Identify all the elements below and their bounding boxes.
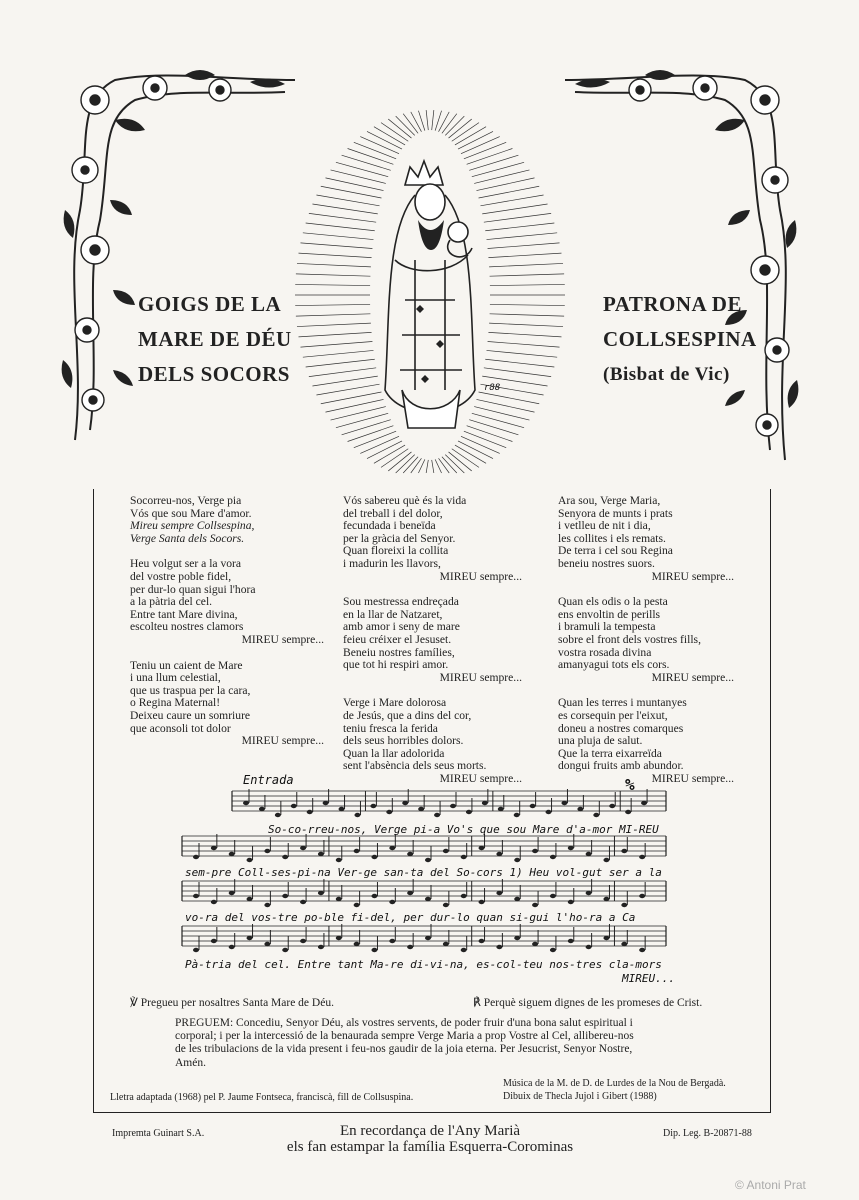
music-tempo-label: Entrada bbox=[243, 773, 294, 787]
radiance-ray bbox=[348, 148, 394, 164]
stanza-line: dongui fruits amb abundor. bbox=[558, 759, 684, 773]
radiance-ray bbox=[354, 142, 396, 159]
radiance-ray bbox=[299, 332, 372, 337]
radiance-ray bbox=[490, 304, 565, 305]
response bbox=[473, 995, 702, 1009]
stanza-line: Vós sabereu què és la vida bbox=[343, 494, 467, 507]
stanza-line: o Regina Maternal! bbox=[130, 696, 221, 710]
stanza-line: i bramuli la tempesta bbox=[558, 620, 656, 634]
copyright-watermark: © Antoni Prat bbox=[735, 1178, 806, 1192]
stanza-line: sent l'absència dels seus morts. bbox=[343, 759, 487, 773]
radiance-ray bbox=[303, 350, 374, 357]
drawing-credit: Dibuix de Thecla Jujol i Gibert (1988) bbox=[503, 1091, 657, 1102]
radiance-ray bbox=[297, 263, 371, 266]
radiance-ray bbox=[480, 195, 543, 206]
radiance-ray bbox=[472, 413, 524, 427]
dedication bbox=[230, 1123, 630, 1155]
stanza-line: amb amor i seny de mare bbox=[343, 620, 460, 634]
stanza-line: que us traspua per la cara, bbox=[130, 683, 251, 697]
stanza-line: les collites i els remats. bbox=[558, 531, 666, 545]
stanza-line: teniu fresca la ferida bbox=[343, 721, 438, 735]
radiance-ray bbox=[474, 407, 529, 421]
stanza-line: Beneiu nostres famílies, bbox=[343, 645, 455, 659]
stanza-line: Senyora de munts i prats bbox=[558, 506, 673, 520]
radiance-ray bbox=[342, 155, 391, 170]
radiance-ray bbox=[442, 114, 457, 134]
title-right-line: COLLSESPINA bbox=[603, 327, 757, 351]
stanza-line: Verge i Mare dolorosa bbox=[343, 696, 447, 710]
stanza-line: Quan les terres i muntanyes bbox=[558, 696, 687, 710]
stanza bbox=[343, 596, 528, 684]
printer-credit: Impremta Guinart S.A. bbox=[112, 1128, 205, 1139]
radiance-ray bbox=[316, 384, 379, 395]
stanza-line: i vetlleu de nit i dia, bbox=[558, 519, 651, 533]
refrain-reference: MIREU sempre... bbox=[439, 569, 522, 583]
stanza-line: sobre el front dels vostres fills, bbox=[558, 632, 701, 646]
radiance-ray bbox=[464, 431, 506, 448]
radiance-ray bbox=[490, 274, 565, 276]
music-staff bbox=[182, 879, 666, 907]
versicle-mark: ℣ bbox=[130, 997, 138, 1009]
radiance-ray bbox=[354, 431, 396, 448]
radiance-ray bbox=[488, 243, 560, 249]
music-staff bbox=[182, 834, 666, 862]
stanza-line: en la llar de Natzaret, bbox=[343, 607, 443, 621]
radiance-ray bbox=[360, 436, 399, 453]
response-text: Perquè siguem dignes de les promeses de Crist. bbox=[483, 997, 703, 1009]
stanza-line: Teniu un caient de Mare bbox=[130, 658, 243, 672]
prayer bbox=[175, 1017, 735, 1070]
response-mark: ℟ bbox=[473, 997, 481, 1009]
verses-column-1 bbox=[130, 495, 330, 761]
radiance-ray bbox=[489, 323, 563, 326]
stanza-line: Entre tant Mare divina, bbox=[130, 607, 238, 621]
stanza-line: fecundada i beneïda bbox=[343, 519, 436, 533]
refrain-reference: MIREU sempre... bbox=[241, 734, 324, 748]
radiance-ray bbox=[312, 376, 377, 386]
stanza-line: del vostre poble fidel, bbox=[130, 569, 232, 583]
radiance-ray bbox=[309, 213, 376, 222]
radiance-ray bbox=[464, 142, 506, 159]
versicle-text: Pregueu per nosaltres Santa Mare de Déu. bbox=[140, 997, 334, 1009]
music-staff bbox=[232, 789, 666, 817]
prayer-line: Concediu, Senyor Déu, als vostres servents, de poder fruir d'una bona salut espiritual i bbox=[236, 1017, 633, 1029]
radiance-ray bbox=[488, 332, 561, 337]
title-right bbox=[603, 287, 757, 392]
stanza bbox=[343, 495, 528, 583]
refrain-line: Verge Santa dels Socors. bbox=[130, 531, 245, 545]
stanza-line: beneiu nostres suors. bbox=[558, 556, 655, 570]
stanza-line: Quan els odis o la pesta bbox=[558, 595, 668, 609]
stanza bbox=[558, 495, 740, 583]
refrain-reference: MIREU sempre... bbox=[651, 771, 734, 785]
radiance-ray bbox=[442, 457, 457, 473]
title-right-line: (Bisbat de Vic) bbox=[603, 364, 730, 385]
prayer-label: PREGUEM: bbox=[175, 1017, 234, 1029]
radiance-ray bbox=[482, 204, 547, 214]
radiance-ray bbox=[331, 407, 386, 421]
radiance-ray bbox=[303, 233, 374, 240]
radiance-ray bbox=[360, 137, 399, 154]
radiance-ray bbox=[403, 114, 418, 134]
music-end-label: MIREU... bbox=[622, 972, 675, 985]
stanza-line: i una llum celestial, bbox=[130, 671, 221, 685]
stanza-line: per dur-lo quan sigui l'hora bbox=[130, 582, 256, 596]
radiance-ray bbox=[469, 155, 518, 170]
dedication-line: els fan estampar la família Esquerra-Corominas bbox=[286, 1139, 574, 1155]
radiance-ray bbox=[487, 350, 558, 357]
legal-deposit: Dip. Leg. B-20871-88 bbox=[663, 1128, 752, 1139]
stanza-line: Quan floreixi la collita bbox=[343, 544, 449, 558]
stanza-line: es corsequin per l'eixut, bbox=[558, 708, 668, 722]
stanza-line: Deixeu caure un somriure bbox=[130, 708, 251, 722]
refrain-line: Mireu sempre Collsespina, bbox=[130, 519, 255, 533]
stanza bbox=[343, 697, 528, 785]
radiance-ray bbox=[336, 162, 388, 176]
radiance-ray bbox=[306, 359, 375, 367]
radiance-ray bbox=[295, 284, 370, 285]
stanza-line: Ara sou, Verge Maria, bbox=[558, 494, 661, 507]
verses-column-2 bbox=[343, 495, 528, 798]
refrain-reference: MIREU sempre... bbox=[651, 569, 734, 583]
radiance-ray bbox=[336, 413, 388, 427]
radiance-ray bbox=[488, 341, 560, 347]
radiance-ray bbox=[490, 284, 565, 285]
stanza bbox=[130, 558, 330, 646]
radiance-ray bbox=[316, 195, 379, 206]
stanza-line: feieu créixer el Jesuset. bbox=[343, 632, 452, 646]
radiance-ray bbox=[469, 420, 518, 435]
stanza-line: Socorreu-nos, Verge pia bbox=[130, 494, 242, 507]
music-lyrics-line: sem-pre Coll-ses-pi-na Ver-ge san-ta del So-cors 1) Heu vol-gut ser a la bbox=[185, 866, 662, 879]
radiance-ray bbox=[306, 223, 375, 231]
stanza-line: una pluja de salut. bbox=[558, 734, 643, 748]
stanza bbox=[130, 660, 330, 748]
stanza-line: del treball i del dolor, bbox=[343, 506, 443, 520]
title-left-line: DELS SOCORS bbox=[138, 362, 290, 386]
stanza-line: per la gràcia del Senyor. bbox=[343, 531, 456, 545]
radiance-ray bbox=[300, 243, 372, 249]
radiance-ray bbox=[403, 457, 418, 473]
stanza-line: de Jesús, que a dins del cor, bbox=[343, 708, 472, 722]
radiance-ray bbox=[348, 426, 394, 442]
virgin-illustration bbox=[290, 90, 570, 475]
radiance-ray bbox=[467, 426, 513, 442]
radiance-ray bbox=[296, 274, 371, 276]
stanza-line: Que la terra eixarreïda bbox=[558, 746, 662, 760]
stanza-line: amanyagui tots els cors. bbox=[558, 658, 670, 672]
stanza-line: De terra i cel sou Regina bbox=[558, 544, 673, 558]
music-credit: Música de la M. de D. de Lurdes de la Nou de Bergadà. bbox=[503, 1078, 726, 1089]
radiance-ray bbox=[467, 148, 513, 164]
radiance-ray bbox=[490, 314, 565, 316]
artist-signature: r88 bbox=[484, 383, 501, 393]
radiance-ray bbox=[426, 460, 428, 473]
radiance-ray bbox=[484, 368, 551, 377]
stanza bbox=[130, 495, 330, 545]
floral-border-right bbox=[555, 60, 805, 470]
stanza-line: doneu a nostres comarques bbox=[558, 721, 684, 735]
stanza-line: Heu volgut ser a la vora bbox=[130, 557, 242, 571]
prayer-line: corporal; i per la intercessió de la benaurada sempre Verge Maria a prop Vostre al Cel, allibereu-nos bbox=[175, 1030, 634, 1043]
dedication-line: En recordança de l'Any Marià bbox=[339, 1123, 521, 1139]
radiance-ray bbox=[432, 110, 434, 130]
radiance-ray bbox=[309, 368, 376, 377]
radiance-ray bbox=[299, 253, 372, 258]
radiance-ray bbox=[461, 137, 500, 154]
radiance-ray bbox=[432, 460, 434, 473]
prayer-line: Amén. bbox=[175, 1056, 206, 1069]
music-lyrics-line: Pà-tria del cel. Entre tant Ma-re di-vi-na, es-col-teu nos-tres cla-mors bbox=[185, 958, 662, 971]
stanza-line: vostra rosada divina bbox=[558, 645, 652, 659]
music-lyrics-line: vo-ra del vos-tre po-ble fi-del, per dur-lo quan si-gui l'ho-ra a Ca bbox=[185, 911, 636, 924]
prayer-line: de les tribulacions de la vida present i feu-nos gaudir de la joia eterna. Per Jesucrist, Senyor Nostre, bbox=[175, 1043, 633, 1056]
radiance-ray bbox=[472, 162, 524, 176]
stanza-line: escolteu nostres clamors bbox=[130, 620, 244, 634]
refrain-reference: MIREU sempre... bbox=[439, 670, 522, 684]
title-right-line: PATRONA DE bbox=[603, 292, 742, 316]
radiance-ray bbox=[331, 170, 386, 184]
radiance-ray bbox=[485, 359, 554, 367]
radiance-ray bbox=[342, 420, 391, 435]
stanza bbox=[558, 596, 740, 684]
stanza-line: a la pàtria del cel. bbox=[130, 595, 213, 609]
radiance-ray bbox=[297, 323, 371, 326]
refrain-reference: MIREU sempre... bbox=[651, 670, 734, 684]
refrain-reference: MIREU sempre... bbox=[241, 632, 324, 646]
radiance-ray bbox=[488, 253, 561, 258]
stanza-line: i madurin les llavors, bbox=[343, 556, 441, 570]
stanza-line: Vós que sou Mare d'amor. bbox=[130, 506, 252, 520]
title-left-line: GOIGS DE LA bbox=[138, 292, 282, 316]
stanza-line: Quan la llar adolorida bbox=[343, 746, 445, 760]
stanza-line: ens envoltin de perills bbox=[558, 607, 661, 621]
radiance-ray bbox=[484, 213, 551, 222]
stanza-line: que aconsoli tot dolor bbox=[130, 721, 231, 735]
title-left-line: MARE DE DÉU bbox=[138, 327, 292, 351]
music-staff bbox=[182, 924, 666, 952]
stanza-line: que tot hi respiri amor. bbox=[343, 658, 449, 672]
radiance-ray bbox=[461, 436, 500, 453]
stanza-line: Sou mestressa endreçada bbox=[343, 595, 459, 609]
music-lyrics-line: So-co-rreu-nos, Verge pi-a Vo's que sou Mare d'a-mor MI-REU bbox=[268, 823, 659, 836]
verses-column-3 bbox=[558, 495, 740, 798]
radiance-ray bbox=[426, 110, 428, 130]
radiance-ray bbox=[295, 304, 370, 305]
stanza-line: dels seus horribles dolors. bbox=[343, 734, 464, 748]
radiance-ray bbox=[487, 233, 558, 240]
versicle bbox=[130, 995, 334, 1009]
refrain-reference: MIREU sempre... bbox=[439, 771, 522, 785]
title-left bbox=[138, 287, 292, 392]
segno-sign: % bbox=[625, 775, 635, 794]
radiance-ray bbox=[300, 341, 372, 347]
radiance-ray bbox=[489, 263, 563, 266]
radiance-ray bbox=[485, 223, 554, 231]
stanza bbox=[558, 697, 740, 785]
radiance-ray bbox=[474, 170, 529, 184]
radiance-ray bbox=[296, 314, 371, 316]
lyrics-credit: Lletra adaptada (1968) pel P. Jaume Fontseca, franciscà, fill de Collsuspina. bbox=[110, 1092, 414, 1103]
radiance-ray bbox=[312, 204, 377, 214]
